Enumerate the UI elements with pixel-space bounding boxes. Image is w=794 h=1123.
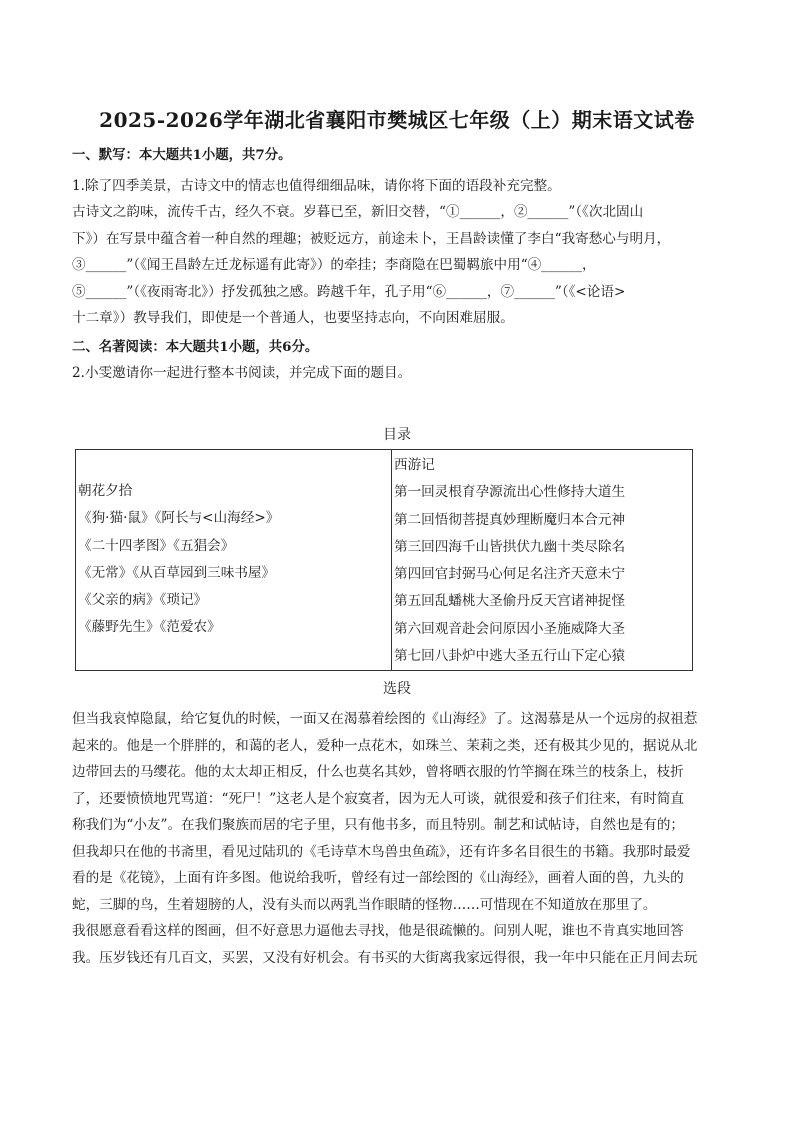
excerpt-line: 起来的。他是一个胖胖的，和蔼的老人，爱种一点花木，如珠兰、茉莉之类，还有极其少见的，据说从北 bbox=[72, 737, 698, 754]
toc-right-row: 第四回官封弼马心何足名注齐天意未宁 bbox=[394, 566, 626, 583]
question-one-line: 下》）在写景中蕴含着一种自然的理趣；被贬远方，前途未卜，王昌龄读懂了李白“我寄愁心与明月， bbox=[72, 230, 671, 247]
question-one-line: ③______”（《闻王昌龄左迁龙标遥有此寄》）的牵挂；李商隐在巴蜀羁旅中用“④______， bbox=[72, 257, 596, 273]
excerpt-line: 但我却只在他的书斋里，看见过陆玑的《毛诗草木鸟兽虫鱼疏》，还有许多名目很生的书籍。我那时最爱 bbox=[72, 843, 691, 860]
toc-right-row: 第五回乱蟠桃大圣偷丹反天宫诸神捉怪 bbox=[394, 593, 626, 610]
toc-left-row: 朝花夕拾 bbox=[78, 483, 133, 499]
toc-left-column bbox=[76, 450, 392, 670]
question-one-line: 十二章》）教导我们，即使是一个普通人，也要坚持志向，不向困难屈服。 bbox=[72, 310, 514, 326]
excerpt-line: 我。压岁钱还有几百文，买罢，又没有好机会。有书买的大街离我家远得很，我一年中只能在正月间去玩 bbox=[72, 949, 698, 966]
toc-left-row: 《藤野先生》《范爱农》 bbox=[78, 619, 221, 636]
toc-right-row: 第二回悟彻菩提真妙理断魔归本合元神 bbox=[394, 511, 626, 528]
excerpt-line: 看的是《花镜》，上面有许多图。他说给我听，曾经有过一部绘图的《山海经》，画着人面的兽，九头的 bbox=[72, 870, 684, 886]
excerpt-line: 了，还要愤愤地咒骂道：“死尸！”这老人是个寂寞者，因为无人可谈，就很爱和孩子们往来，有时简直 bbox=[72, 790, 685, 807]
section-one-heading: 一、默写：本大题共1小题，共7分。 bbox=[72, 147, 292, 163]
excerpt-line: 我很愿意看看这样的图画，但不好意思力逼他去寻找，他是很疏懒的。问别人呢，谁也不肯真实地回答 bbox=[72, 923, 684, 939]
toc-left-row: 《狗·猫·鼠》《阿长与<山海经>》 bbox=[78, 510, 280, 527]
excerpt-text bbox=[72, 706, 722, 971]
question-two-prompt: 2.小雯邀请你一起进行整本书阅读，并完成下面的题目。 bbox=[72, 365, 412, 381]
toc-right-row: 西游记 bbox=[394, 457, 435, 473]
excerpt-label: 选段 bbox=[383, 681, 411, 697]
excerpt-line: 蛇，三脚的鸟，生着翅膀的人，没有头而以两乳当作眼睛的怪物……可惜现在不知道放在那里了。 bbox=[72, 896, 657, 913]
toc-left-row: 《无常》《从百草园到三味书屋》 bbox=[78, 564, 276, 581]
toc-right-row: 第三回四海千山皆拱伏九幽十类尽除名 bbox=[394, 538, 626, 555]
page-title: 2025-2026学年湖北省襄阳市樊城区七年级（上）期末语文试卷 bbox=[99, 108, 695, 132]
toc-right-row: 第一回灵根育孕源流出心性修持大道生 bbox=[394, 484, 626, 501]
toc-right-row: 第七回八卦炉中逃大圣五行山下定心猿 bbox=[394, 648, 626, 665]
question-one-prompt: 1.除了四季美景，古诗文中的情志也值得细细品味，请你将下面的语段补充完整。 bbox=[72, 177, 561, 194]
toc-right-column bbox=[392, 450, 692, 670]
excerpt-line: 但当我哀悼隐鼠，给它复仇的时候，一面又在渴慕着绘图的《山海经》了。这渴慕是从一个远房的叔祖惹 bbox=[72, 711, 698, 727]
question-one-line: 古诗文之韵味，流传千古，经久不衰。岁暮已至，新旧交替，“①______，②______”（《次北固山 bbox=[72, 204, 644, 220]
toc-label: 目录 bbox=[383, 427, 411, 443]
section-one bbox=[72, 142, 722, 387]
toc-left-row: 《二十四孝图》《五猖会》 bbox=[78, 537, 235, 554]
question-one-line: ⑤______”（《夜雨寄北》）抒发孤独之感。跨越千年，孔子用“⑥______，⑦______”（《<论语> bbox=[72, 283, 626, 300]
section-two-heading: 二、名著阅读：本大题共1小题，共6分。 bbox=[72, 338, 319, 355]
toc-right-row: 第六回观音赴会问原因小圣施威降大圣 bbox=[394, 620, 626, 637]
excerpt-line: 称我们为“小友”。在我们聚族而居的宅子里，只有他书多，而且特别。制艺和试帖诗，自然也是有的； bbox=[72, 817, 685, 833]
toc-table bbox=[75, 449, 693, 671]
excerpt-line: 边带回去的马缨花。他的太太却正相反，什么也莫名其妙，曾将晒衣服的竹竿搁在珠兰的枝条上，枝折 bbox=[72, 764, 684, 780]
toc-left-row: 《父亲的病》《琐记》 bbox=[78, 592, 208, 609]
